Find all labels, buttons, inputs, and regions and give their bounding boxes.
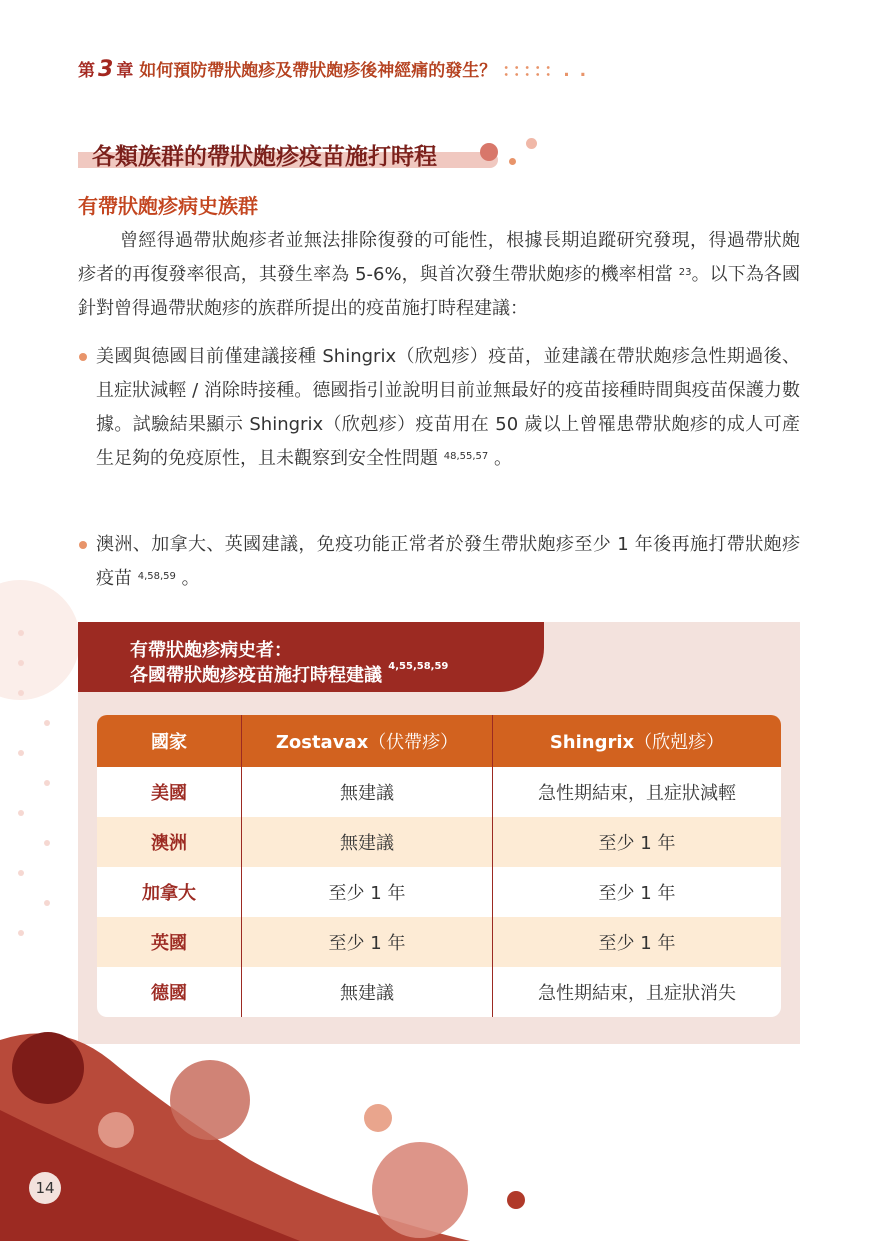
table-row: [97, 967, 781, 1017]
deco-dot: [18, 690, 24, 696]
cell-zostavax: 至少 1 年: [241, 867, 492, 917]
cell-country: 加拿大: [97, 867, 241, 917]
header-shingrix: [492, 715, 781, 767]
table-title-line1: 有帶狀皰疹病史者：: [130, 640, 292, 661]
cell-zostavax: 至少 1 年: [241, 917, 492, 967]
deco-dot: [44, 840, 50, 846]
deco-dot: [44, 720, 50, 726]
deco-dot: [526, 138, 537, 149]
paragraph-text: 曾經得過帶狀皰疹者並無法排除復發的可能性，根據長期追蹤研究發現，得過帶狀皰疹者的再復發率很高，其發生率為 5-6%，與首次發生帶狀皰疹的機率相當: [78, 230, 800, 285]
header-country: 國家: [97, 715, 241, 767]
section-title: 各類族群的帶狀皰疹疫苗施打時程: [92, 144, 437, 170]
chapter-number: 3: [98, 57, 114, 82]
cell-zostavax: 無建議: [241, 817, 492, 867]
table-header-row: [97, 715, 781, 767]
table-title-text: 各國帶狀皰疹疫苗施打時程建議: [130, 665, 382, 686]
intro-paragraph: [78, 224, 800, 326]
deco-circle: [364, 1104, 392, 1132]
cell-shingrix: 至少 1 年: [492, 867, 781, 917]
table-row: [97, 917, 781, 967]
deco-circle: [372, 1142, 468, 1238]
page-number: 14: [29, 1172, 61, 1204]
bullet-end: 。: [488, 448, 512, 469]
header-zostavax-cn: （伏帶疹）: [368, 732, 459, 753]
chapter-dots: ：：：：：. .: [502, 61, 589, 81]
table-row: [97, 867, 781, 917]
deco-dot: [18, 870, 24, 876]
deco-dot: [18, 930, 24, 936]
cell-shingrix: 急性期結束，且症狀消失: [492, 967, 781, 1017]
subsection-title: 有帶狀皰疹病史族群: [78, 194, 258, 218]
deco-dot: [480, 143, 498, 161]
deco-circle: [507, 1191, 525, 1209]
table-title-ref: 4,55,58,59: [388, 661, 449, 672]
paragraph-text-after: 。以下為各國針對曾得過帶狀皰疹的族群所提出的疫苗施打時程建議：: [78, 264, 800, 319]
table-title-line2: [130, 661, 448, 687]
cell-zostavax: 無建議: [241, 767, 492, 817]
bullet-ref: 48,55,57: [443, 451, 489, 462]
bullet-end: 。: [175, 568, 200, 589]
schedule-table: [97, 715, 781, 1017]
header-zostavax: [241, 715, 492, 767]
bullet-item-1: [96, 340, 800, 476]
deco-circle: [12, 1032, 84, 1104]
bullet-dot: [79, 353, 87, 361]
paragraph-ref: 23: [678, 267, 692, 278]
deco-dot: [18, 660, 24, 666]
cell-zostavax: 無建議: [241, 967, 492, 1017]
bullet-item-2: [96, 528, 800, 596]
deco-dot: [18, 810, 24, 816]
bullet-text: 澳洲、加拿大、英國建議，免疫功能正常者於發生帶狀皰疹至少 1 年後再施打帶狀皰疹疫苗: [96, 534, 800, 589]
chapter-suffix: 章: [116, 61, 134, 81]
deco-dot: [18, 630, 24, 636]
header-zostavax-name: Zostavax: [275, 732, 369, 753]
cell-country: 澳洲: [97, 817, 241, 867]
table-row: [97, 767, 781, 817]
deco-dot: [44, 780, 50, 786]
table-row: [97, 817, 781, 867]
bullet-text: 美國與德國目前僅建議接種 Shingrix（欣剋疹）疫苗，並建議在帶狀皰疹急性期過後、且症狀減輕 / 消除時接種。德國指引並說明目前並無最好的疫苗接種時間與疫苗保護力數據。試驗結果顯示 Shingrix（欣剋疹）疫苗用在 50 歲以上曾罹患帶狀皰疹的成人可產生足夠的免疫原性，且未觀察到安全性問題: [96, 346, 800, 469]
chapter-prefix: 第: [78, 61, 95, 81]
cell-country: 英國: [97, 917, 241, 967]
header-shingrix-cn: （欣剋疹）: [634, 732, 725, 753]
deco-circle: [170, 1060, 250, 1140]
bullet-ref: 4,58,59: [137, 571, 176, 582]
deco-dot: [44, 900, 50, 906]
chapter-title: 如何預防帶狀皰疹及帶狀皰疹後神經痛的發生？: [139, 61, 497, 81]
bottom-decoration: [0, 1020, 875, 1241]
bullet-dot: [79, 541, 87, 549]
chapter-header: [78, 56, 588, 82]
header-shingrix-name: Shingrix: [549, 732, 635, 753]
deco-dot: [509, 158, 516, 165]
cell-country: 德國: [97, 967, 241, 1017]
deco-circle: [98, 1112, 134, 1148]
cell-country: 美國: [97, 767, 241, 817]
cell-shingrix: 急性期結束，且症狀減輕: [492, 767, 781, 817]
cell-shingrix: 至少 1 年: [492, 917, 781, 967]
deco-dot: [18, 750, 24, 756]
cell-shingrix: 至少 1 年: [492, 817, 781, 867]
deco-circle: [0, 580, 80, 700]
